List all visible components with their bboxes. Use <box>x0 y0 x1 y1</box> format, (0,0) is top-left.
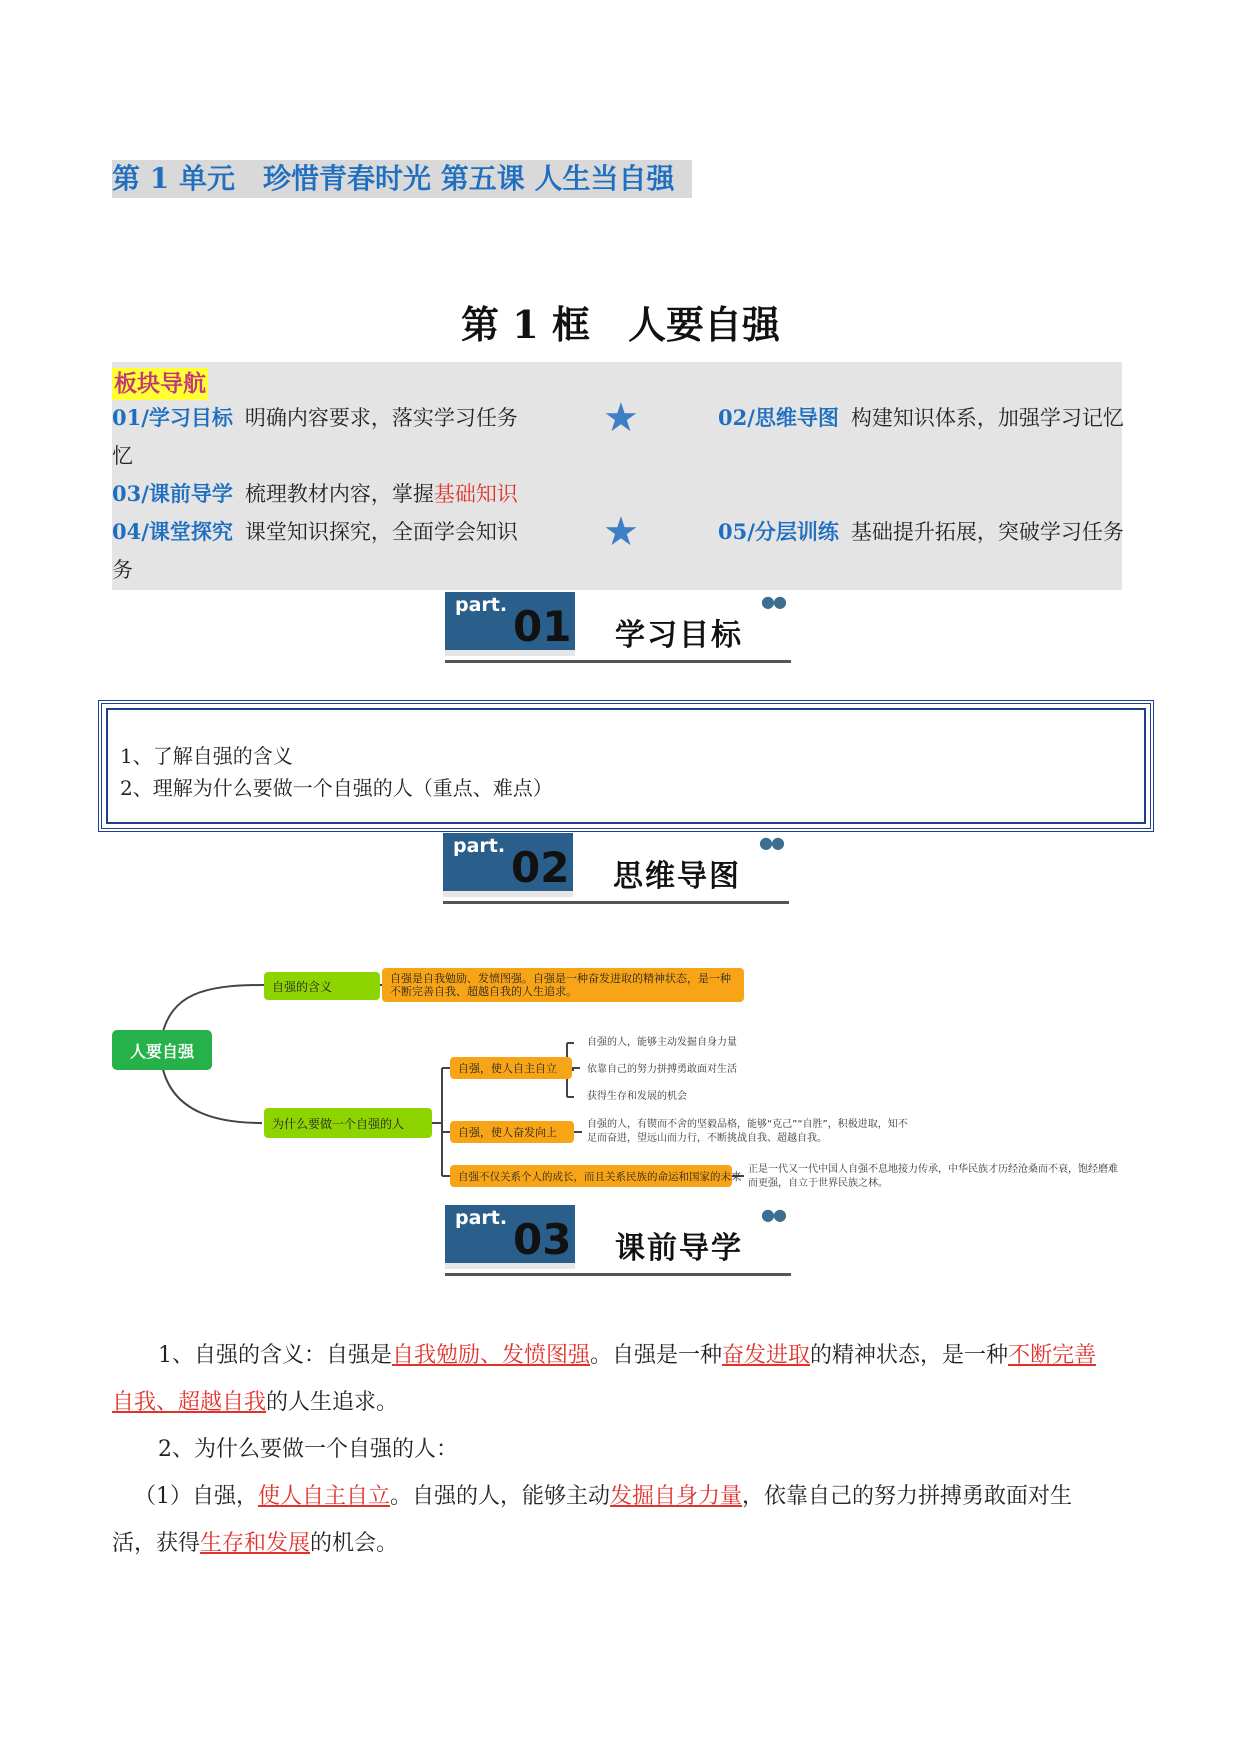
objectives-box <box>98 700 1154 832</box>
nav-item-03 <box>112 478 518 510</box>
mindmap-leaf: 依靠自己的努力拼搏勇敢面对生活 <box>587 1064 737 1075</box>
star-icon: ★ <box>603 395 639 441</box>
paragraph-why-1 <box>112 1473 1112 1567</box>
mindmap-sub-3: 自强不仅关系个人的成长，而且关系民族的命运和国家的未来 <box>450 1165 732 1187</box>
text: （1）自强， <box>134 1484 258 1509</box>
paragraph-meaning <box>112 1332 1112 1426</box>
text: 1、自强的含义：自强是 <box>158 1343 392 1368</box>
mindmap-branch-meaning: 自强的含义 <box>264 972 380 1000</box>
text: ，依靠自己的努力拼搏勇敢面对生活，获得 <box>112 1484 1073 1556</box>
nav-key: 02/思维导图 <box>718 405 839 430</box>
text: 的机会。 <box>310 1531 399 1556</box>
part-number: 02 <box>511 843 570 892</box>
part-number: 01 <box>513 602 572 651</box>
objective-item: 1、了解自强的含义 <box>120 744 293 768</box>
part-rule <box>445 660 791 663</box>
nav-desc-highlight: 基础知识 <box>433 482 518 506</box>
nav-wrap-text: 务 <box>112 558 133 582</box>
nav-desc: 构建知识体系，加强学习记忆 <box>850 406 1124 430</box>
nav-desc: 课堂知识探究，全面学会知识 <box>244 520 518 544</box>
lesson-title: 第 1 框 人要自强 <box>461 302 780 347</box>
part-title: 课前导学 <box>615 1231 743 1266</box>
part-word: part. <box>455 1207 508 1229</box>
mindmap-leaf: 获得生存和发展的机会 <box>587 1091 687 1102</box>
part-01-banner <box>445 592 791 664</box>
key-term: 不断完善自我、超越自我 <box>112 1343 1097 1415</box>
text: 。自强是一种 <box>590 1343 723 1368</box>
dots-icon: ●● <box>761 1205 785 1224</box>
mindmap-sub-2-detail: 自强的人，有锲而不舍的坚毅品格，能够“克己”“自胜”，积极进取，知不足而奋进，望远山而力行，不断挑战自我、超越自我。 <box>587 1119 908 1144</box>
text: 的精神状态，是一种 <box>810 1343 1009 1368</box>
key-term: 自我勉励、发愤图强 <box>392 1343 591 1368</box>
star-icon: ★ <box>603 509 639 555</box>
key-term: 生存和发展 <box>200 1531 311 1556</box>
mindmap-sub-3-detail: 正是一代又一代中国人自强不息地接力传承，中华民族才历经沧桑而不衰，饱经磨难而更强，自立于世界民族之林。 <box>748 1164 1118 1189</box>
nav-key: 05/分层训练 <box>718 519 839 544</box>
objective-item: 2、理解为什么要做一个自强的人（重点、难点） <box>120 776 553 800</box>
part-rule <box>443 901 789 904</box>
part-03-banner <box>445 1205 791 1277</box>
unit-title: 第 1 单元 珍惜青春时光 第五课 人生当自强 <box>112 160 692 198</box>
text: 的人生追求。 <box>266 1390 399 1415</box>
key-term: 使人自主自立 <box>258 1484 391 1509</box>
mindmap-branch-why: 为什么要做一个自强的人 <box>264 1108 432 1138</box>
part-word: part. <box>455 594 508 616</box>
paragraph-why-heading: 2、为什么要做一个自强的人： <box>158 1437 458 1462</box>
nav-desc: 梳理教材内容，掌握 <box>244 482 434 506</box>
part-02-banner <box>443 833 789 905</box>
objectives-inner <box>106 708 1146 824</box>
part-number: 03 <box>513 1215 572 1264</box>
nav-item-02 <box>718 402 1124 434</box>
mindmap-sub-2: 自强，使人奋发向上 <box>450 1121 574 1143</box>
key-term: 发掘自身力量 <box>610 1484 743 1509</box>
key-term: 奋发进取 <box>722 1343 811 1368</box>
mindmap-meaning-detail: 自强是自我勉励、发愤图强。自强是一种奋发进取的精神状态，是一种不断完善自我、超越自我的人生追求。 <box>382 968 744 1002</box>
nav-item-04 <box>112 516 518 548</box>
nav-desc: 基础提升拓展，突破学习任务 <box>850 520 1124 544</box>
part-word: part. <box>453 835 506 857</box>
nav-item-01 <box>112 402 518 434</box>
mindmap-sub-1: 自强，使人自主自立 <box>450 1057 572 1079</box>
mind-map <box>112 940 1122 1200</box>
nav-wrap-text: 忆 <box>112 444 133 468</box>
nav-key: 01/学习目标 <box>112 405 233 430</box>
part-rule <box>445 1273 791 1276</box>
nav-item-05 <box>718 516 1124 548</box>
part-title: 学习目标 <box>615 618 743 653</box>
nav-key: 04/课堂探究 <box>112 519 233 544</box>
part-title: 思维导图 <box>613 859 741 894</box>
nav-key: 03/课前导学 <box>112 481 233 506</box>
text: 。自强的人，能够主动 <box>390 1484 611 1509</box>
dots-icon: ●● <box>759 833 783 852</box>
dots-icon: ●● <box>761 592 785 611</box>
nav-heading: 板块导航 <box>112 368 208 400</box>
mindmap-leaf: 自强的人，能够主动发掘自身力量 <box>587 1037 737 1048</box>
nav-desc: 明确内容要求，落实学习任务 <box>244 406 518 430</box>
mindmap-root: 人要自强 <box>112 1030 212 1070</box>
